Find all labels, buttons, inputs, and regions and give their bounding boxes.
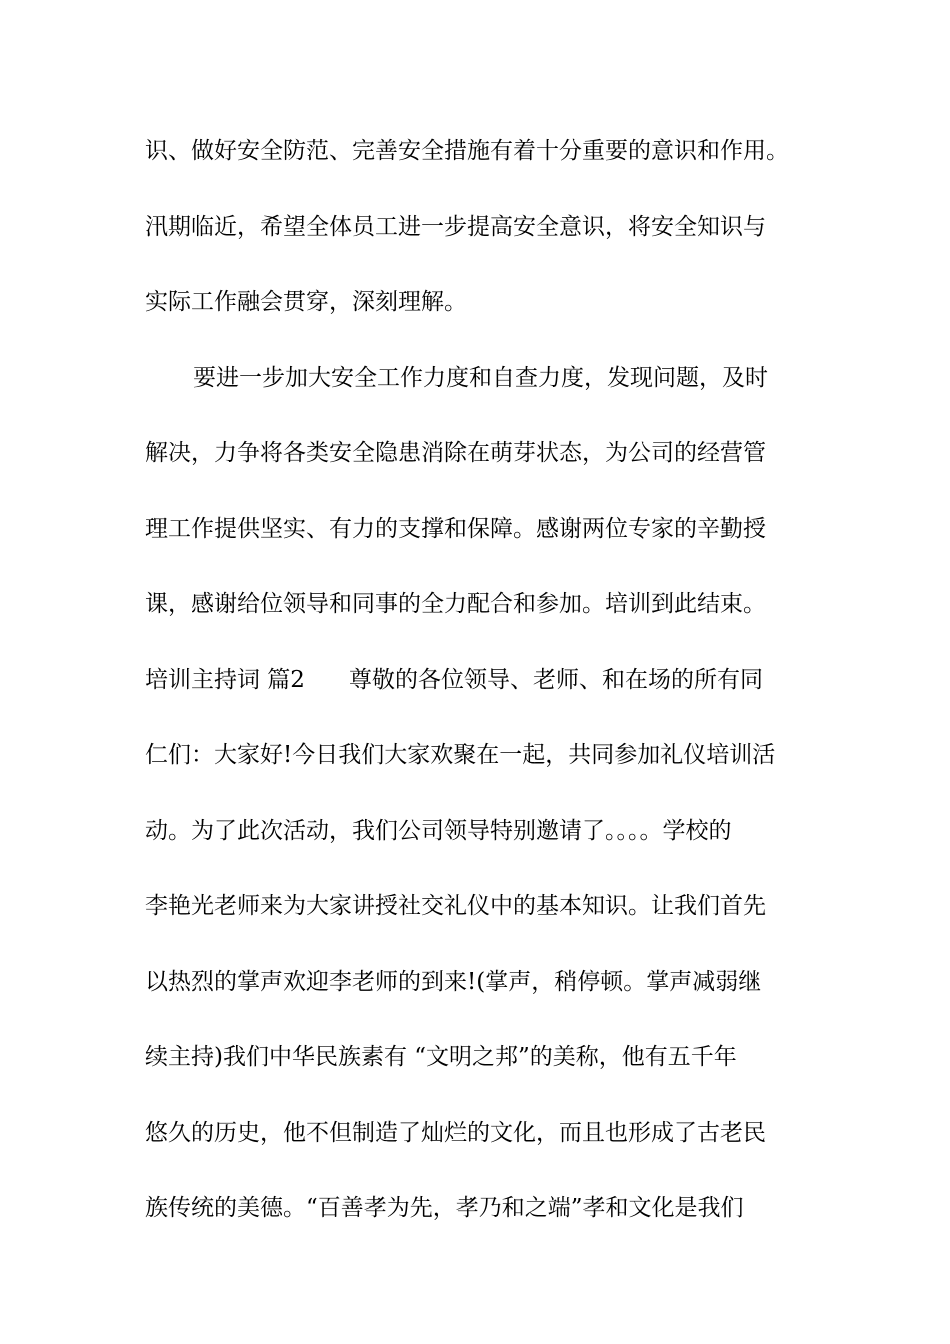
paragraph-line: 悠久的历史，他不但制造了灿烂的文化，而且也形成了古老民 xyxy=(145,1119,766,1146)
paragraph-line: 课，感谢给位领导和同事的全力配合和参加。培训到此结束。 xyxy=(145,591,766,617)
paragraph-line: 以热烈的掌声欢迎李老师的到来!(掌声，稍停顿。掌声减弱继 xyxy=(145,968,762,995)
paragraph-line: 理工作提供坚实、有力的支撑和保障。感谢两位专家的辛勤授 xyxy=(145,515,766,542)
section-heading-line xyxy=(145,654,810,730)
paragraph-line: 实际工作融会贯穿，深刻理解。 xyxy=(145,289,467,315)
paragraph-line: 续主持)我们中华民族素有 “文明之邦”的美称，他有五千年 xyxy=(145,1044,737,1070)
paragraph-line: 动。为了此次活动，我们公司领导特别邀请了。。。。学校的 xyxy=(145,817,732,844)
section-first-line: 尊敬的各位领导、老师、和在场的所有同 xyxy=(348,666,763,693)
paragraph-line: 李艳光老师来为大家讲授社交礼仪中的基本知识。让我们首先 xyxy=(145,893,766,919)
paragraph-line: 识、做好安全防范、完善安全措施有着十分重要的意识和作用。 xyxy=(145,138,789,164)
section-heading: 培训主持词 篇2 xyxy=(145,666,305,693)
paragraph-line: 族传统的美德。“百善孝为先，孝乃和之端”孝和文化是我们 xyxy=(145,1195,744,1221)
document-body xyxy=(145,125,810,1258)
paragraph-line: 汛期临近，希望全体员工进一步提高安全意识，将安全知识与 xyxy=(145,213,766,240)
paragraph-line: 解决，力争将各类安全隐患消除在萌芽状态，为公司的经营管 xyxy=(145,440,766,466)
paragraph-line: 仁们：大家好!今日我们大家欢聚在一起，共同参加礼仪培训活 xyxy=(145,742,776,768)
paragraph-line: 要进一步加大安全工作力度和自查力度，发现问题，及时 xyxy=(193,364,768,391)
